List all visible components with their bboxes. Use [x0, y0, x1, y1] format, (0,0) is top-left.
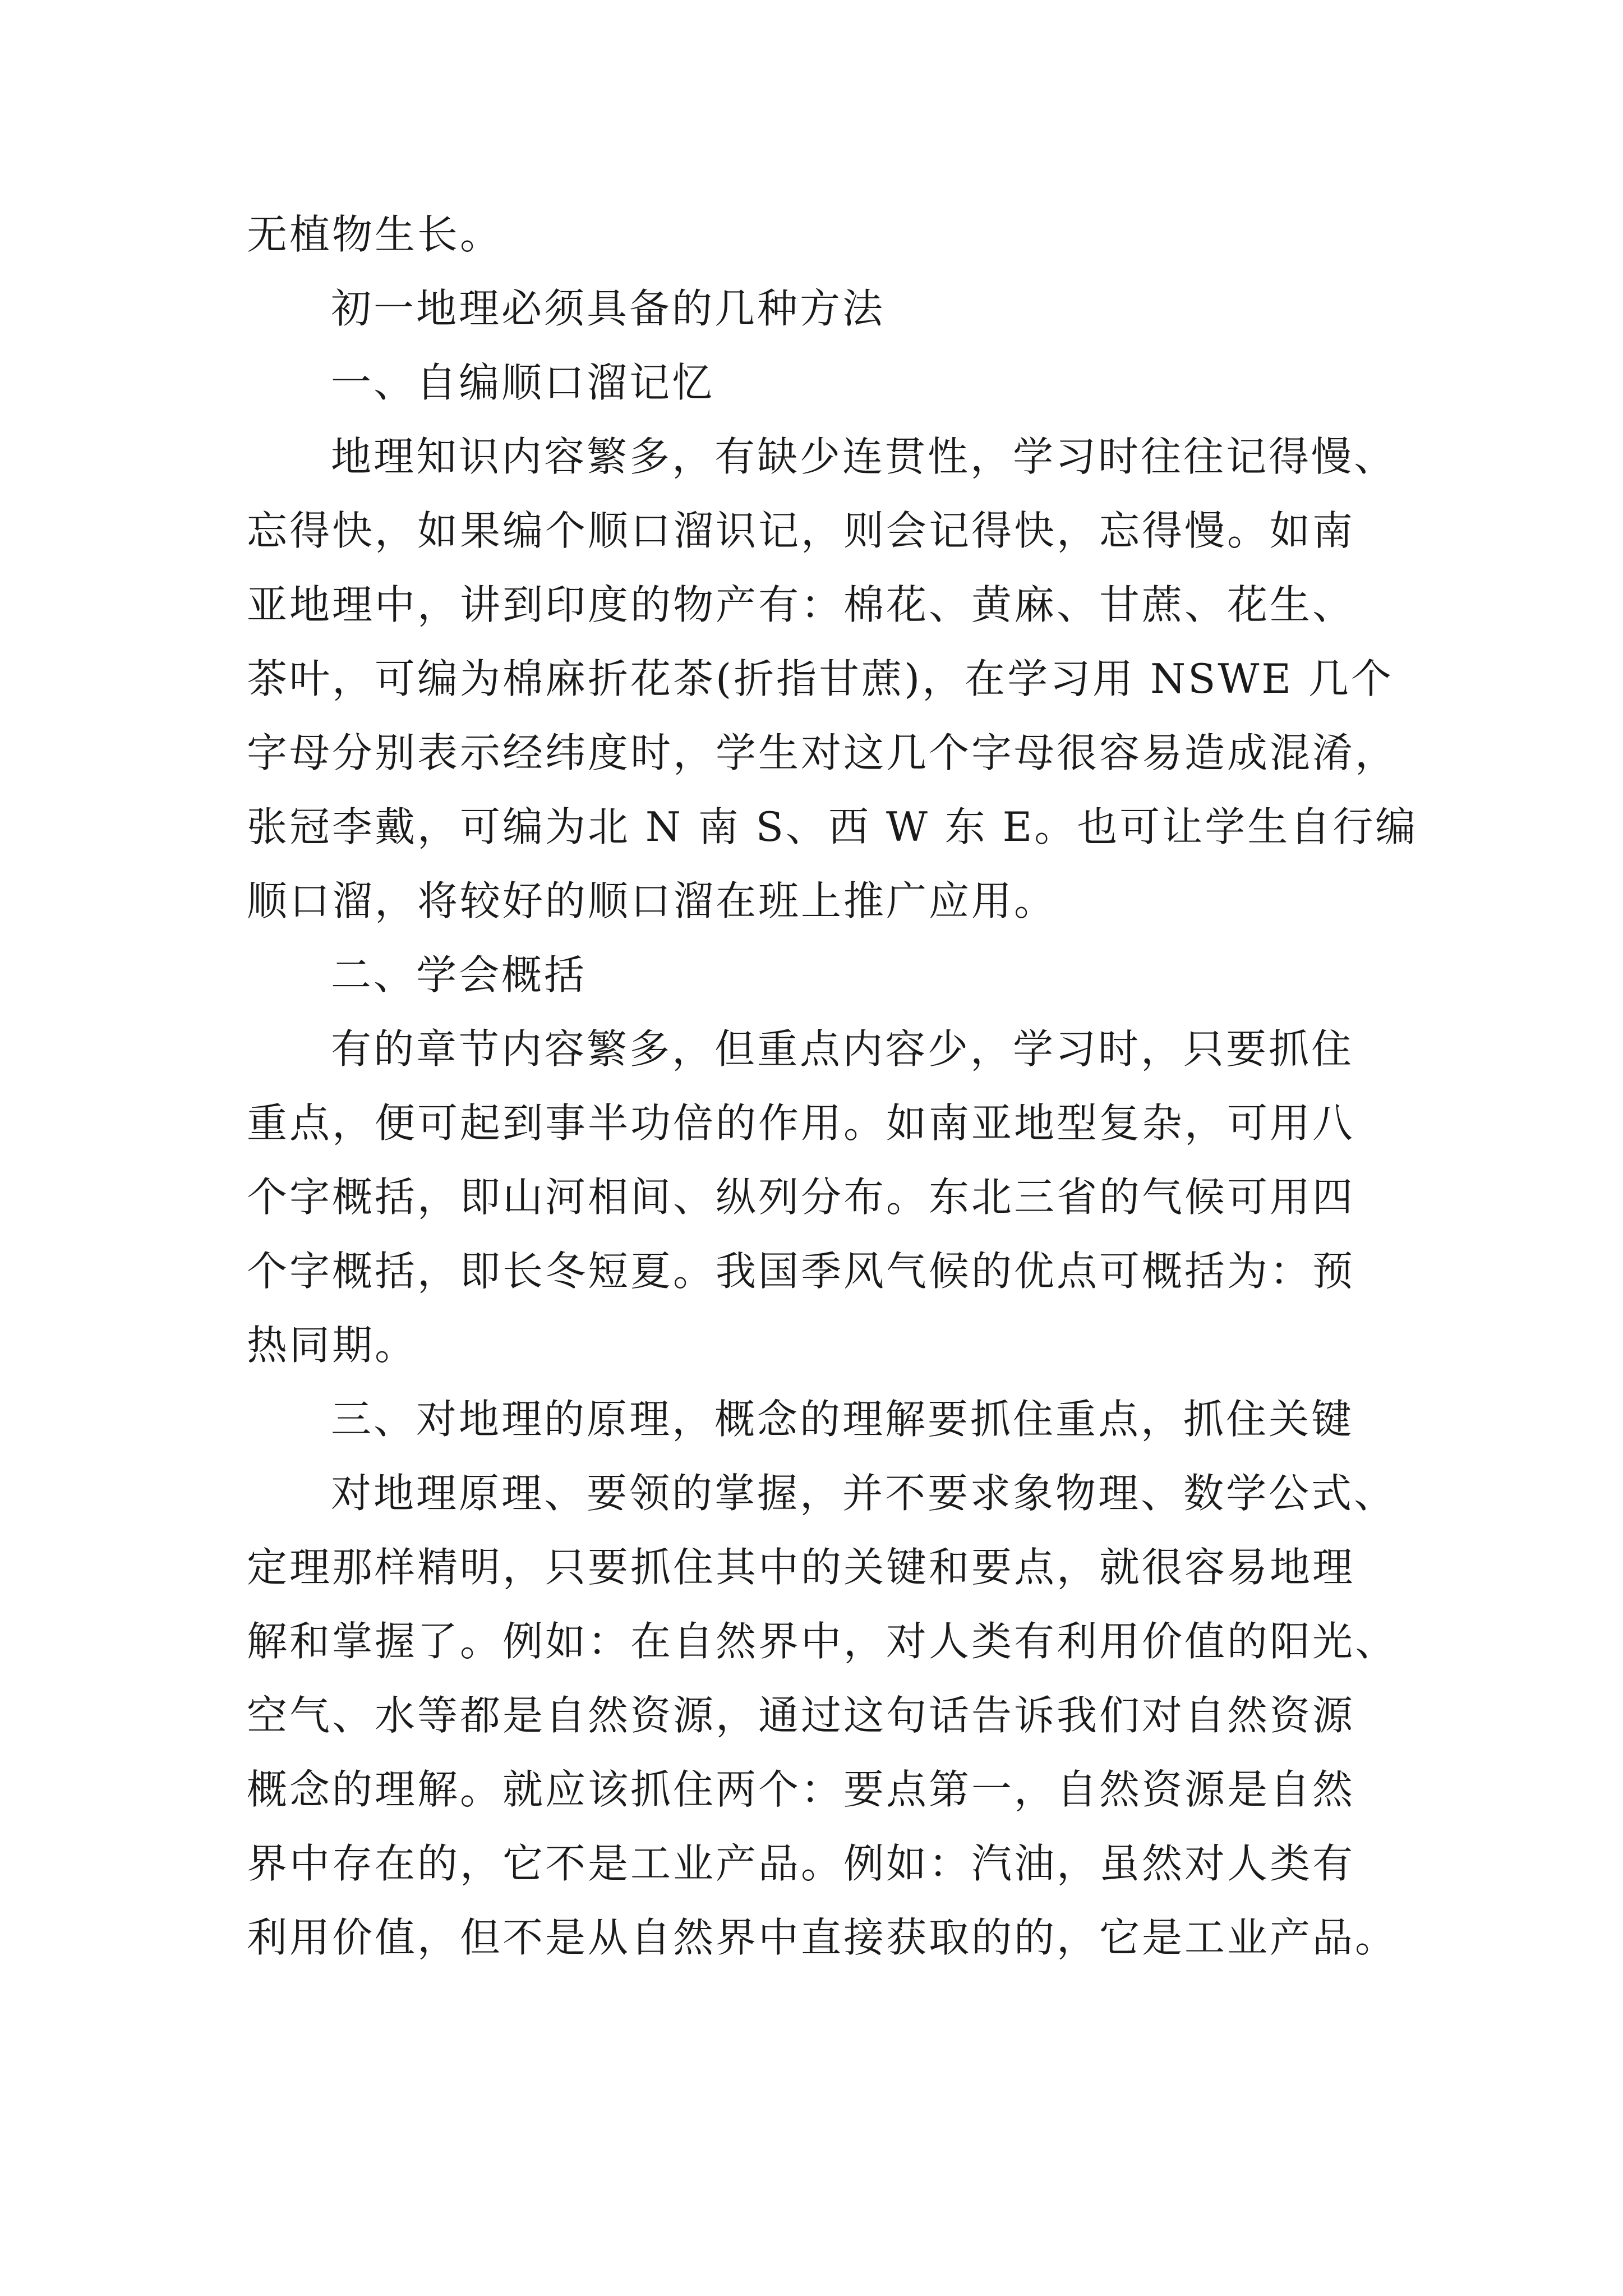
text-line: 个字概括，即山河相间、纵列分布。东北三省的气候可用四: [247, 1174, 1355, 1221]
section-title: 初一地理必须具备的几种方法: [331, 285, 886, 332]
text-line: 重点，便可起到事半功倍的作用。如南亚地型复杂，可用八: [247, 1099, 1355, 1147]
text-line: 个字概括，即长冬短夏。我国季风气候的优点可概括为：预: [247, 1248, 1355, 1295]
text-line: 张冠李戴，可编为北 N 南 S、西 W 东 E。也可让学生自行编: [247, 803, 1418, 850]
text-line: 对地理原理、要领的掌握，并不要求象物理、数学公式、: [331, 1470, 1397, 1517]
text-line: 茶叶，可编为棉麻折花茶(折指甘蔗)，在学习用 NSWE 几个: [247, 655, 1394, 702]
document-body: [247, 197, 1418, 1975]
text-line: 热同期。: [247, 1322, 418, 1369]
text-line: 定理那样精明，只要抓住其中的关键和要点，就很容易地理: [247, 1544, 1355, 1591]
text-line: 忘得快，如果编个顺口溜识记，则会记得快，忘得慢。如南: [247, 507, 1355, 554]
text-line: 空气、水等都是自然资源，通过这句话告诉我们对自然资源: [247, 1692, 1355, 1739]
text-line: 顺口溜，将较好的顺口溜在班上推广应用。: [247, 877, 1057, 924]
section-heading: 三、对地理的原理，概念的理解要抓住重点，抓住关键: [331, 1396, 1354, 1443]
section-heading: 二、学会概括: [331, 951, 587, 999]
text-line: 有的章节内容繁多，但重点内容少，学习时，只要抓住: [331, 1025, 1354, 1073]
text-line: 地理知识内容繁多，有缺少连贯性，学习时往往记得慢、: [331, 433, 1397, 480]
text-line: 无植物生长。: [247, 211, 503, 258]
text-line: 利用价值，但不是从自然界中直接获取的的，它是工业产品。: [247, 1914, 1398, 1961]
text-line: 亚地理中，讲到印度的物产有：棉花、黄麻、甘蔗、花生、: [247, 581, 1355, 628]
text-line: 字母分别表示经纬度时，学生对这几个字母很容易造成混淆，: [247, 729, 1398, 776]
text-line: 解和掌握了。例如：在自然界中，对人类有利用价值的阳光、: [247, 1618, 1398, 1665]
text-line: 界中存在的，它不是工业产品。例如：汽油，虽然对人类有: [247, 1840, 1355, 1887]
text-line: 概念的理解。就应该抓住两个：要点第一，自然资源是自然: [247, 1766, 1355, 1813]
section-heading: 一、自编顺口溜记忆: [331, 359, 715, 406]
